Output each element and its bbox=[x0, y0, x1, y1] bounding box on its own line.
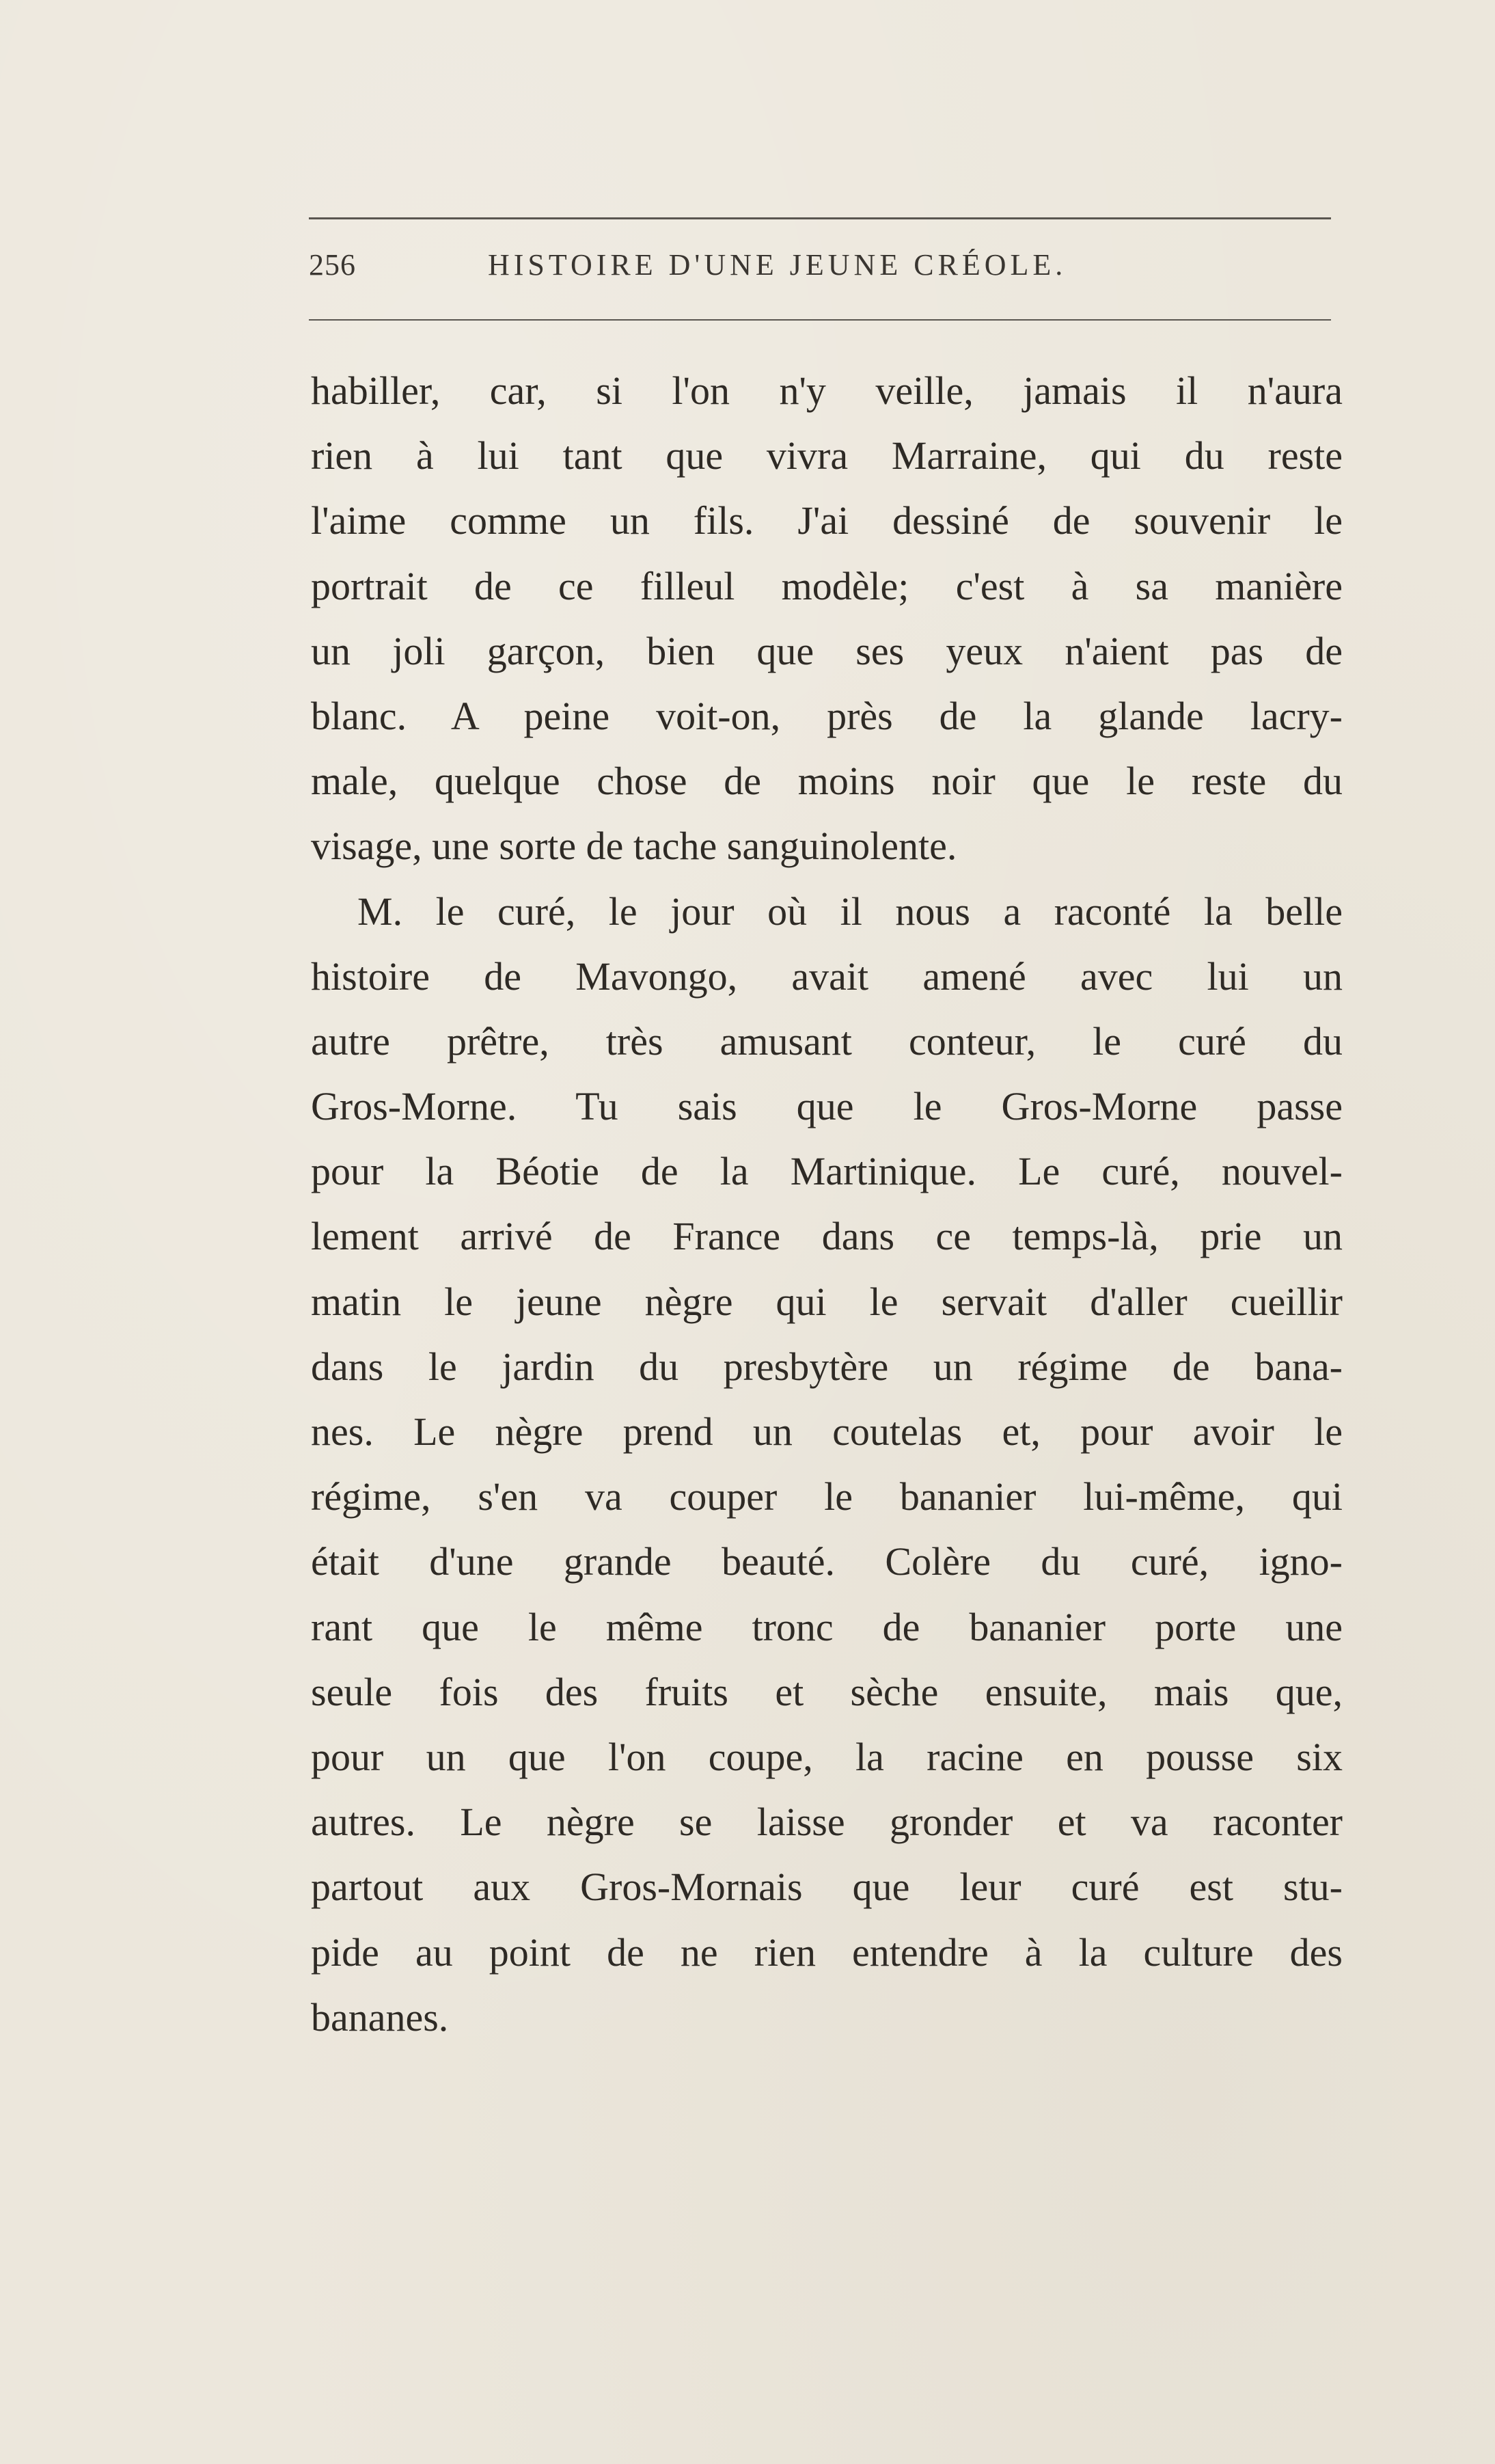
text-line: portrait de ce filleul modèle; c'est à sa manière bbox=[311, 563, 1343, 608]
text-line: un joli garçon, bien que ses yeux n'aient pas de bbox=[311, 628, 1343, 673]
header-rule-bottom bbox=[309, 319, 1331, 321]
text-line: lement arrivé de France dans ce temps-là, prie un bbox=[311, 1214, 1343, 1259]
text-line: était d'une grande beauté. Colère du curé, igno- bbox=[311, 1539, 1343, 1584]
text-line: autre prêtre, très amusant conteur, le curé du bbox=[311, 1018, 1343, 1064]
text-line: régime, s'en va couper le bananier lui-même, qui bbox=[311, 1474, 1343, 1519]
text-line: dans le jardin du presbytère un régime de bana- bbox=[311, 1344, 1343, 1389]
header-rule-top bbox=[309, 217, 1331, 219]
page-number: 256 bbox=[309, 248, 356, 282]
body-text bbox=[311, 358, 1343, 2050]
text-line: pide au point de ne rien entendre à la culture des bbox=[311, 1930, 1343, 1975]
text-line: Gros-Morne. Tu sais que le Gros-Morne passe bbox=[311, 1084, 1343, 1129]
running-title: HISTOIRE D'UNE JEUNE CRÉOLE. bbox=[488, 248, 1067, 282]
text-line: l'aime comme un fils. J'ai dessiné de souvenir le bbox=[311, 498, 1343, 543]
text-line: nes. Le nègre prend un coutelas et, pour avoir le bbox=[311, 1409, 1343, 1454]
text-line: blanc. A peine voit-on, près de la glande lacry- bbox=[311, 693, 1343, 738]
text-line: rien à lui tant que vivra Marraine, qui du reste bbox=[311, 433, 1343, 478]
text-line: histoire de Mavongo, avait amené avec lui un bbox=[311, 953, 1343, 999]
text-line: rant que le même tronc de bananier porte une bbox=[311, 1604, 1343, 1649]
text-line: partout aux Gros-Mornais que leur curé est stu- bbox=[311, 1865, 1343, 1910]
text-line: habiller, car, si l'on n'y veille, jamais il n'aura bbox=[311, 368, 1343, 413]
text-line: visage, une sorte de tache sanguinolente. bbox=[311, 824, 957, 869]
text-line: male, quelque chose de moins noir que le reste du bbox=[311, 759, 1343, 804]
text-line: seule fois des fruits et sèche ensuite, mais que, bbox=[311, 1669, 1343, 1714]
text-line: autres. Le nègre se laisse gronder et va raconter bbox=[311, 1800, 1343, 1845]
text-line: pour un que l'on coupe, la racine en pousse six bbox=[311, 1734, 1343, 1779]
text-line: bananes. bbox=[311, 1994, 449, 2040]
running-head bbox=[309, 247, 1331, 302]
text-line: M. le curé, le jour où il nous a raconté la belle bbox=[357, 889, 1343, 934]
text-line: matin le jeune nègre qui le servait d'aller cueillir bbox=[311, 1279, 1343, 1324]
text-line: pour la Béotie de la Martinique. Le curé, nouvel- bbox=[311, 1149, 1343, 1194]
